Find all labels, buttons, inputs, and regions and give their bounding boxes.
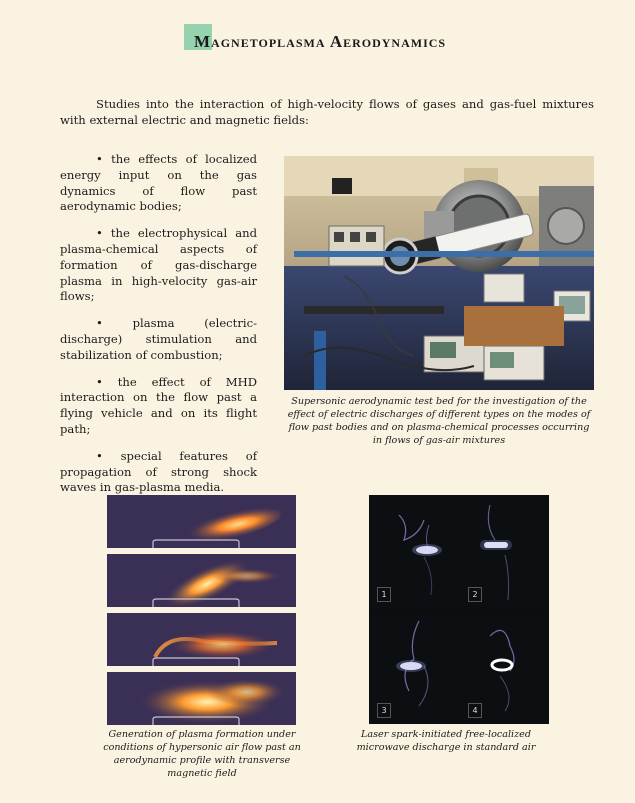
topic-item: • special features of propagation of strong shock waves in gas-plasma media. (60, 448, 257, 495)
discharge-frame (369, 495, 458, 608)
flow-panel (107, 495, 296, 548)
frame-label: 3 (377, 703, 391, 718)
intro-paragraph: Studies into the interaction of high-velocity flows of gases and gas-fuel mixtures with external electric and magnetic fields: (60, 97, 594, 127)
flow-panel (107, 613, 296, 666)
flow-caption: Generation of plasma formation under conditions of hypersonic air flow past an aerodynamic profile with transverse magnetic field (103, 729, 301, 779)
photo-caption: Supersonic aerodynamic test bed for the investigation of the effect of electric discharges of different types on the modes of flow past bodies and on plasma-chemical processes occurring in flows of gas-air mixtures (287, 396, 591, 446)
microwave-discharge-grid (369, 495, 549, 724)
flow-panel (107, 672, 296, 725)
flow-panel (107, 554, 296, 607)
frame-label: 2 (468, 587, 482, 602)
research-topics-list (60, 152, 257, 507)
page-title: Magnetoplasma Aerodynamics (194, 32, 447, 51)
spark-caption: Laser spark-initiated free-localized microwave discharge in standard air (356, 729, 536, 753)
discharge-frame (460, 611, 549, 724)
discharge-frame (369, 611, 458, 724)
test-bed-illustration (284, 156, 594, 390)
topic-item: • the electrophysical and plasma-chemical aspects of formation of gas-discharge plasma in high-velocity gas-air flows; (60, 226, 257, 304)
topic-item: • the effect of MHD interaction on the flow past a flying vehicle and on its flight path; (60, 374, 257, 436)
discharge-frame (460, 495, 549, 608)
test-bed-photo (284, 156, 594, 390)
plasma-flow-panels (107, 495, 296, 725)
frame-label: 4 (468, 703, 482, 718)
topic-item: • plasma (electric-discharge) stimulation and stabilization of combustion; (60, 316, 257, 362)
frame-label: 1 (377, 587, 391, 602)
topic-item: • the effects of localized energy input on the gas dynamics of flow past aerodynamic bodies; (60, 152, 257, 214)
